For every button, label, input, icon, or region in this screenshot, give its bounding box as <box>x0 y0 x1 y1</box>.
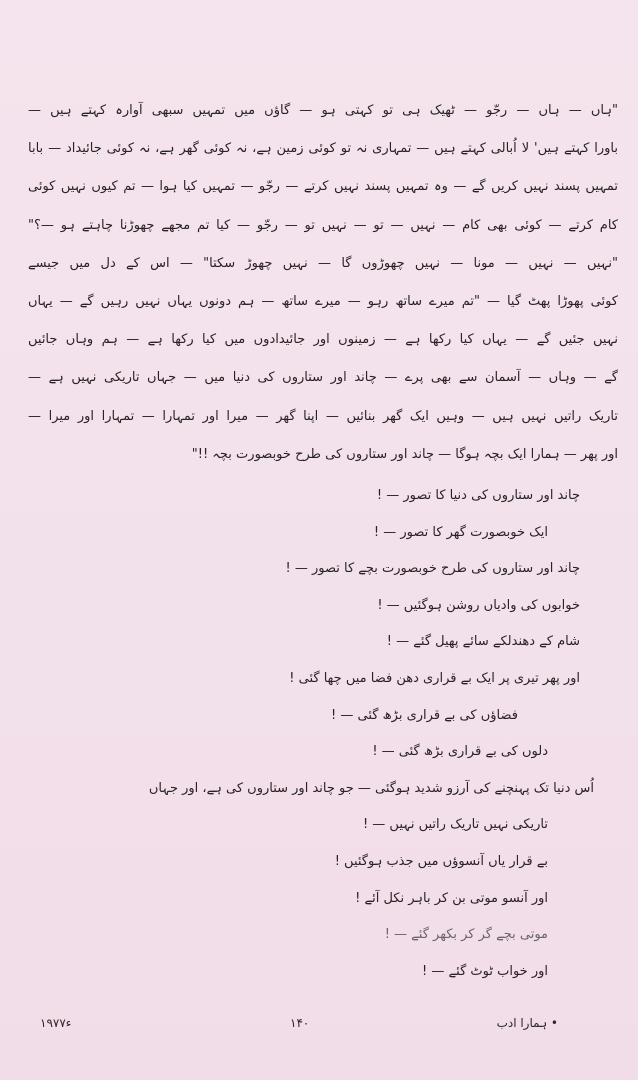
poem-line: اُس دنیا تک پہنچنے کی آرزو شدید ہوگئی — جو چاند اور ستاروں کی ہے، اور جہاں <box>148 780 594 796</box>
footer-year: ۱۹۷۷ء <box>40 1016 72 1030</box>
prose-block <box>28 92 618 474</box>
prose-line: "ہاں — ہاں — رجّو — ٹھیک ہی تو کہتی ہو — گاؤں میں تمہیں سبھی آوارہ کہتے ہیں — <box>28 103 618 118</box>
poem-line: ایک خوبصورت گھر کا تصور — ! <box>373 524 548 540</box>
poem-line: موتی بچے گر کر بکھر گئے — ! <box>384 927 548 943</box>
page-number: ۱۴۰ <box>290 1016 310 1030</box>
poem-line: تاریکی نہیں تاریک راتیں نہیں — ! <box>362 817 548 833</box>
poem-line: شام کے دھندلکے سائے پھیل گئے — ! <box>386 634 580 650</box>
poem-line: اور آنسو موتی بن کر باہر نکل آئے ! <box>355 890 548 906</box>
prose-line: کوئی پھوڑا پھٹ گیا — "تم میرے ساتھ رہو — میرے ساتھ — ہم دونوں یہاں نہیں رہیں گے — یہاں <box>28 293 618 309</box>
prose-line: کام کرتے — کوئی بھی کام — نہیں — تو — نہیں تو — رجّو — کیا تم مجھے چھوڑنا چاہتے ہو —؟" <box>28 217 618 233</box>
poem-block <box>60 478 594 990</box>
prose-line: اور پھر — ہمارا ایک بچہ ہوگا — چاند اور ستاروں کی طرح خوبصورت بچہ !!" <box>191 446 618 462</box>
prose-line: نہیں جئیں گے — یہاں کیا رکھا ہے — زمینوں اور جائیدادوں میں کیا رکھا ہے — ہم وہاں جائیں <box>28 332 618 348</box>
poem-line: اور خواب ٹوٹ گئے — ! <box>422 963 548 979</box>
magazine-name: • ہمارا ادب <box>496 1016 558 1030</box>
prose-line: "نہیں — نہیں — مونا — نہیں چھوڑوں گا — نہیں چھوڑ سکتا" — اس کے دل میں جیسے <box>28 255 618 271</box>
poem-line: اور پھر تیری پر ایک بے قراری دھن فضا میں چھا گئی ! <box>289 670 580 686</box>
poem-line: خوابوں کی وادیاں روشن ہوگئیں — ! <box>377 597 580 613</box>
poem-line: فضاؤں کی بے قراری بڑھ گئی — ! <box>331 707 518 723</box>
poem-line: بے قرار یاں آنسوؤں میں جذب ہوگئیں ! <box>334 853 548 869</box>
prose-line: تاریک راتیں نہیں ہیں — وہیں ایک گھر بنائیں — اپنا گھر — میرا اور تمہارا — تمہارا اور میرا — <box>28 408 618 424</box>
prose-line: گے — وہاں — آسمان سے بھی پرے — چاند اور ستاروں کی دنیا میں — جہاں تاریکی نہیں ہے — <box>28 370 618 386</box>
page-footer <box>0 1016 638 1042</box>
poem-line: چاند اور ستاروں کی دنیا کا تصور — ! <box>376 488 580 503</box>
poem-line: چاند اور ستاروں کی طرح خوبصورت بچے کا تصور — ! <box>285 561 580 577</box>
prose-line: تمہیں پسند نہیں کریں گے — وہ تمہیں پسند نہیں کرتے — رجّو — تمہیں کیا ہوا — تم کیوں نہیں کوئی <box>28 179 618 195</box>
prose-line: باورا کہتے ہیں' لا اُبالی کہتے ہیں — تمہاری نہ تو کوئی زمین ہے، نہ کوئی گھر ہے، نہ کوئی جائیداد — بابا <box>28 141 618 157</box>
poem-line: دلوں کی بے قراری بڑھ گئی — ! <box>372 744 548 760</box>
